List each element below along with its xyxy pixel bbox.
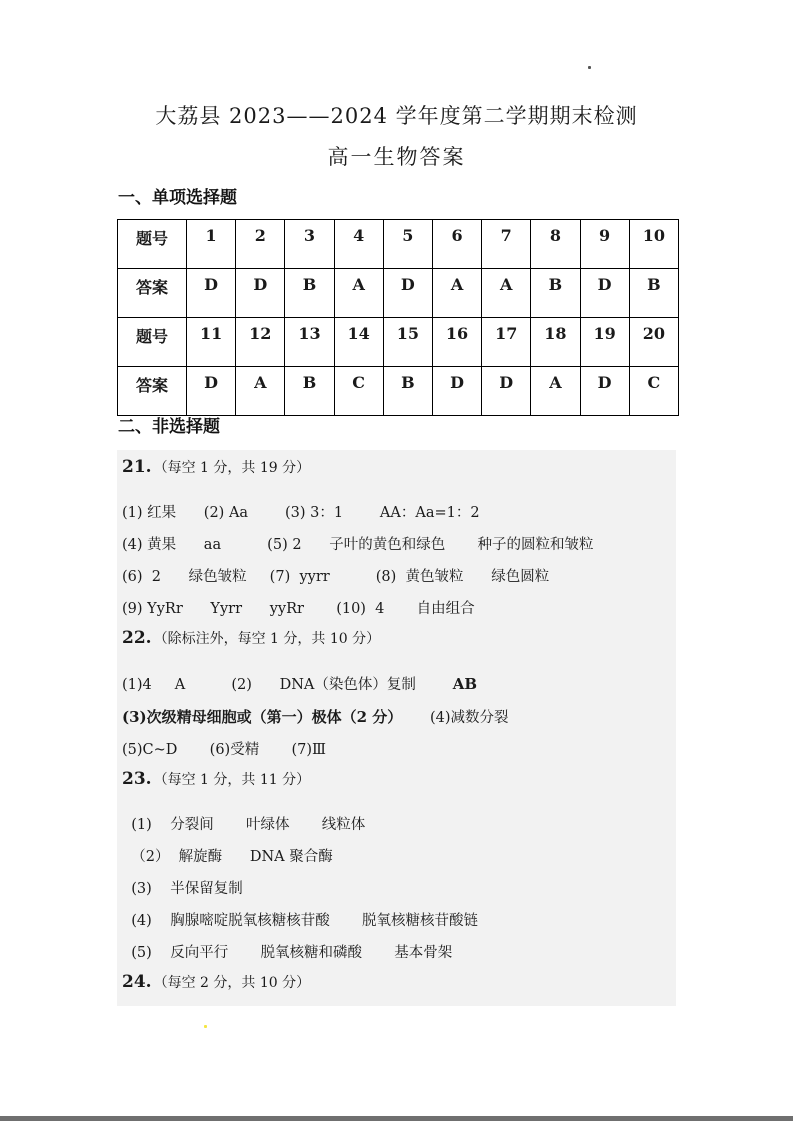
- question-header: [122, 766, 668, 793]
- question-note: （除标注外，每空 1 分，共 10 分）: [153, 631, 381, 647]
- answer-cell: 13: [285, 318, 334, 367]
- answer-line: [122, 497, 668, 529]
- answer-cell: A: [334, 269, 383, 318]
- question-number: 22.: [122, 628, 152, 648]
- answer-cell: 12: [236, 318, 285, 367]
- answer-segment: (4) 黄果 aa (5) 2 子叶的黄色和绿色 种子的圆粒和皱粒: [122, 537, 594, 553]
- answer-segment: (5)C~D (6)受精 (7)Ⅲ: [122, 742, 326, 758]
- answer-cell: 3: [285, 220, 334, 269]
- answer-cell: D: [383, 269, 432, 318]
- question-block: [122, 454, 668, 625]
- answer-cell: C: [334, 367, 383, 416]
- answer-line: [122, 873, 668, 905]
- answer-cell: B: [531, 269, 580, 318]
- question-block: [122, 625, 668, 766]
- doc-subtitle: 高一生物答案: [327, 145, 466, 169]
- answer-cell: A: [482, 269, 531, 318]
- answer-cell: A: [236, 367, 285, 416]
- answer-cell: C: [629, 367, 678, 416]
- answer-cell: 20: [629, 318, 678, 367]
- answer-segment: (1) 分裂间 叶绿体 线粒体: [122, 817, 366, 833]
- answer-line: [122, 701, 668, 734]
- answer-line: [122, 734, 668, 766]
- question-block: [122, 766, 668, 969]
- answer-cell: A: [531, 367, 580, 416]
- answer-cell: D: [580, 367, 629, 416]
- question-number: 21.: [122, 457, 152, 477]
- answer-segment: （2） 解旋酶 DNA 聚合酶: [122, 849, 333, 865]
- answer-segment: (5) 反向平行 脱氧核糖和磷酸 基本骨架: [122, 945, 453, 961]
- answer-cell: D: [236, 269, 285, 318]
- answer-line: [122, 841, 668, 873]
- answer-cell: D: [580, 269, 629, 318]
- question-number: 24.: [122, 972, 152, 992]
- question-note: （每空 1 分，共 19 分）: [153, 460, 311, 476]
- row-label: 题号: [118, 220, 187, 269]
- answer-cell: 10: [629, 220, 678, 269]
- section-heading-non-choice: 二、非选择题: [118, 417, 220, 437]
- question-note: （每空 1 分，共 11 分）: [153, 772, 311, 788]
- questions-container: [122, 454, 668, 996]
- answer-cell: 7: [482, 220, 531, 269]
- answer-segment: (1)4 A (2) DNA（染色体）复制: [122, 677, 453, 693]
- answer-cell: 8: [531, 220, 580, 269]
- answer-cell: B: [629, 269, 678, 318]
- answer-segment: (6) 2 绿色皱粒 (7) yyrr (8) 黄色皱粒 绿色圆粒: [122, 569, 550, 585]
- answer-cell: 9: [580, 220, 629, 269]
- answer-segment-bold: AB: [452, 675, 478, 693]
- table-row: [118, 269, 679, 318]
- answer-cell: 4: [334, 220, 383, 269]
- answer-cell: 15: [383, 318, 432, 367]
- question-header: [122, 625, 668, 652]
- yellow-speck-artifact: [204, 1025, 207, 1028]
- answer-cell: 6: [432, 220, 481, 269]
- answer-cell: 2: [236, 220, 285, 269]
- question-header: [122, 969, 668, 996]
- row-label: 答案: [118, 367, 187, 416]
- answer-segment: (1) 红果 (2) Aa (3) 3：1 AA：Aa=1：2: [122, 505, 480, 521]
- answer-line: [122, 668, 668, 701]
- answer-table: [117, 219, 679, 416]
- answer-cell: 17: [482, 318, 531, 367]
- answer-cell: B: [285, 269, 334, 318]
- answer-line: [122, 937, 668, 969]
- answer-segment: (4) 胸腺嘧啶脱氧核糖核苷酸 脱氧核糖核苷酸链: [122, 913, 478, 929]
- table-row: [118, 220, 679, 269]
- table-row: [118, 367, 679, 416]
- answer-cell: D: [187, 269, 236, 318]
- answer-cell: D: [432, 367, 481, 416]
- answer-cell: 16: [432, 318, 481, 367]
- ink-speck-artifact: [588, 66, 591, 69]
- answer-line: [122, 809, 668, 841]
- question-block: [122, 969, 668, 996]
- answer-cell: D: [482, 367, 531, 416]
- answer-cell: B: [285, 367, 334, 416]
- question-number: 23.: [122, 769, 152, 789]
- answer-segment: (9) YyRr Yyrr yyRr (10) 4 自由组合: [122, 601, 475, 617]
- row-label: 题号: [118, 318, 187, 367]
- answer-table-body: [118, 220, 679, 416]
- answer-cell: 14: [334, 318, 383, 367]
- answer-cell: 1: [187, 220, 236, 269]
- section-heading-multiple-choice: 一、单项选择题: [118, 188, 237, 208]
- answer-cell: 18: [531, 318, 580, 367]
- answer-line: [122, 593, 668, 625]
- answer-line: [122, 561, 668, 593]
- answer-segment: (4)减数分裂: [402, 710, 509, 726]
- question-note: （每空 2 分，共 10 分）: [153, 975, 311, 991]
- row-label: 答案: [118, 269, 187, 318]
- answer-cell: A: [432, 269, 481, 318]
- answer-segment: (3) 半保留复制: [122, 881, 243, 897]
- table-row: [118, 318, 679, 367]
- page-bottom-border: [0, 1116, 793, 1121]
- answer-segment-bold: (3)次级精母细胞或（第一）极体（2 分）: [122, 708, 403, 726]
- written-answers-block: [117, 450, 676, 1006]
- answer-line: [122, 529, 668, 561]
- answer-cell: B: [383, 367, 432, 416]
- question-header: [122, 454, 668, 481]
- answer-line: [122, 905, 668, 937]
- answer-cell: D: [187, 367, 236, 416]
- answer-cell: 19: [580, 318, 629, 367]
- doc-title: 大荔县 2023——2024 学年度第二学期期末检测: [155, 104, 638, 128]
- answer-cell: 11: [187, 318, 236, 367]
- answer-cell: 5: [383, 220, 432, 269]
